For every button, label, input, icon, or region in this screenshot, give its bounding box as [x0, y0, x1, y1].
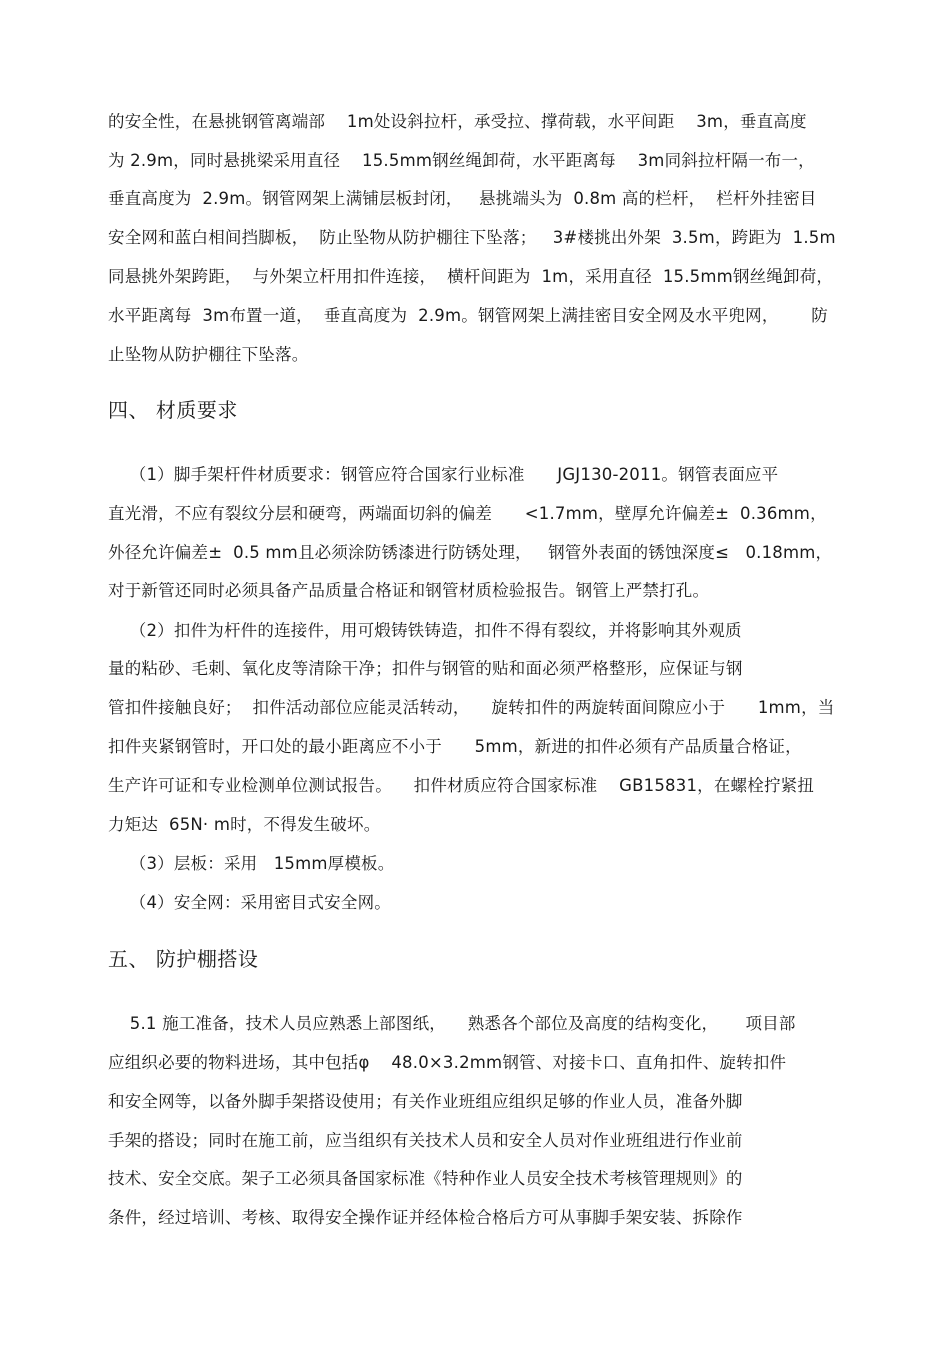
- paragraph-line: 外径允许偏差± 0.5 mm且必须涂防锈漆进行防锈处理， 钢管外表面的锈蚀深度≤ 0.18mm，: [108, 543, 833, 562]
- paragraph-line: 条件，经过培训、考核、取得安全操作证并经体检合格后方可从事脚手架安装、拆除作: [108, 1208, 743, 1227]
- paragraph-line: 垂直高度为 2.9m。钢管网架上满铺层板封闭， 悬挑端头为 0.8m 高的栏杆， 栏杆外挂密目: [108, 189, 817, 208]
- paragraph-line: 量的粘砂、毛刺、氧化皮等清除干净；扣件与钢管的贴和面必须严格整形，应保证与钢: [108, 659, 743, 678]
- paragraph-line: 的安全性，在悬挑钢管离端部 1m处设斜拉杆，承受拉、撑荷载，水平间距 3m，垂直高度: [108, 112, 807, 131]
- paragraph-line: 力矩达 65N· m时，不得发生破坏。: [108, 815, 381, 834]
- paragraph-line: 水平距离每 3m布置一道， 垂直高度为 2.9m。钢管网架上满挂密目安全网及水平兜网， 防: [108, 306, 828, 325]
- paragraph-line: 直光滑，不应有裂纹分层和硬弯，两端面切斜的偏差 <1.7mm，壁厚允许偏差± 0.36mm，: [108, 504, 827, 523]
- section-heading: 五、 防护棚搭设: [108, 947, 259, 971]
- paragraph-line: 和安全网等，以备外脚手架搭设使用；有关作业班组应组织足够的作业人员，准备外脚: [108, 1092, 743, 1111]
- paragraph-line: 扣件夹紧钢管时，开口处的最小距离应不小于 5mm，新进的扣件必须有产品质量合格证，: [108, 737, 802, 756]
- paragraph-line: 对于新管还同时必须具备产品质量合格证和钢管材质检验报告。钢管上严禁打孔。: [108, 581, 710, 600]
- paragraph-line: （1）脚手架杆件材质要求：钢管应符合国家行业标准 JGJ130-2011。钢管表面应平: [108, 465, 779, 484]
- paragraph-line: 手架的搭设；同时在施工前，应当组织有关技术人员和安全人员对作业班组进行作业前: [108, 1131, 743, 1150]
- section-heading: 四、 材质要求: [108, 398, 238, 422]
- paragraph-line: 应组织必要的物料进场，其中包括φ 48.0×3.2mm钢管、对接卡口、直角扣件、旋转扣件: [108, 1053, 787, 1072]
- paragraph-line: 5.1 施工准备，技术人员应熟悉上部图纸， 熟悉各个部位及高度的结构变化， 项目部: [108, 1014, 796, 1033]
- paragraph-line: 生产许可证和专业检测单位测试报告。 扣件材质应符合国家标准 GB15831，在螺栓拧紧扭: [108, 776, 815, 795]
- paragraph-line: 管扣件接触良好； 扣件活动部位应能灵活转动， 旋转扣件的两旋转面间隙应小于 1mm，当: [108, 698, 835, 717]
- paragraph-line: （2）扣件为杆件的连接件，用可煅铸铁铸造，扣件不得有裂纹，并将影响其外观质: [108, 621, 742, 640]
- paragraph-line: 为 2.9m，同时悬挑梁采用直径 15.5mm钢丝绳卸荷，水平距离每 3m同斜拉杆隔一布一，: [108, 151, 815, 170]
- paragraph-line: （3）层板：采用 15mm厚模板。: [108, 854, 395, 873]
- paragraph-line: 技术、安全交底。架子工必须具备国家标准《特种作业人员安全技术考核管理规则》的: [108, 1169, 743, 1188]
- paragraph-line: （4）安全网：采用密目式安全网。: [108, 893, 391, 912]
- paragraph-line: 同悬挑外架跨距， 与外架立杆用扣件连接， 横杆间距为 1m，采用直径 15.5mm钢丝绳卸荷，: [108, 267, 834, 286]
- paragraph-line: 安全网和蓝白相间挡脚板， 防止坠物从防护棚往下坠落； 3#楼挑出外架 3.5m，跨距为 1.5m: [108, 228, 836, 247]
- paragraph-line: 止坠物从防护棚往下坠落。: [108, 345, 309, 364]
